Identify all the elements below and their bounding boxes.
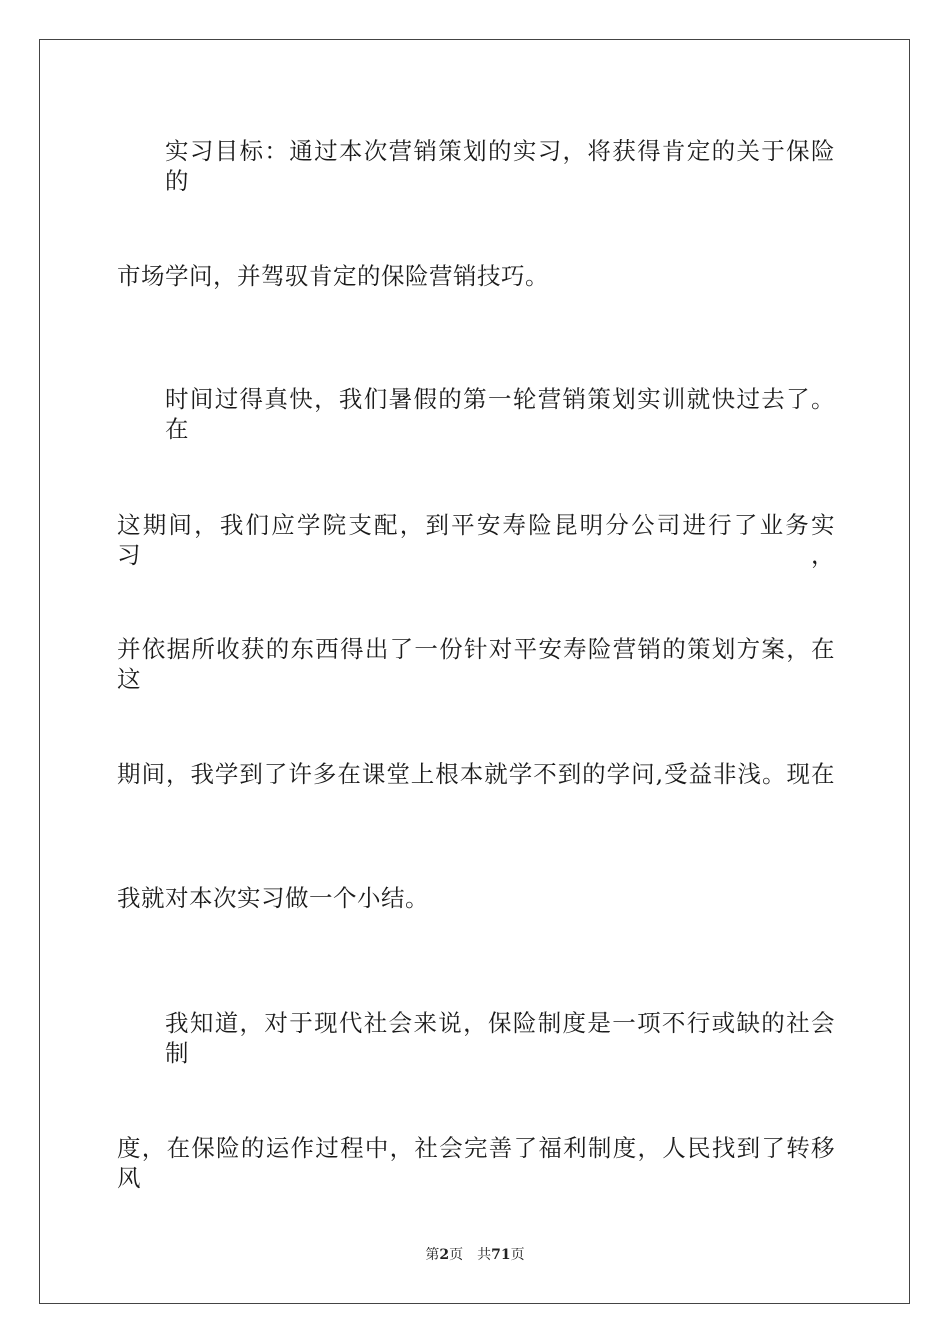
paragraph-line: 期间，我学到了许多在课堂上根本就学不到的学问,受益非浅。现在 <box>117 760 835 788</box>
page-suffix: 页 <box>449 1247 464 1263</box>
total-suffix: 页 <box>510 1247 525 1263</box>
paragraph-line: 时间过得真快，我们暑假的第一轮营销策划实训就快过去了。在 <box>165 385 835 443</box>
paragraph-line: 市场学问，并驾驭肯定的保险营销技巧。 <box>117 262 549 290</box>
paragraph-line: 度，在保险的运作过程中，社会完善了福利制度，人民找到了转移风 <box>117 1134 835 1192</box>
paragraph-line: 并依据所收获的东西得出了一份针对平安寿险营销的策划方案，在这 <box>117 635 835 693</box>
paragraph-line: 这期间，我们应学院支配，到平安寿险昆明分公司进行了业务实习， <box>117 511 835 569</box>
paragraph-line: 我就对本次实习做一个小结。 <box>117 884 429 912</box>
page-prefix: 第 <box>425 1247 440 1263</box>
total-prefix: 共 <box>477 1247 492 1263</box>
total-pages: 71 <box>491 1247 511 1263</box>
page-number: 2 <box>439 1247 450 1263</box>
paragraph-line: 我知道，对于现代社会来说，保险制度是一项不行或缺的社会制 <box>165 1009 835 1067</box>
page-footer <box>0 1245 950 1265</box>
paragraph-line: 实习目标：通过本次营销策划的实习，将获得肯定的关于保险的 <box>165 137 835 195</box>
